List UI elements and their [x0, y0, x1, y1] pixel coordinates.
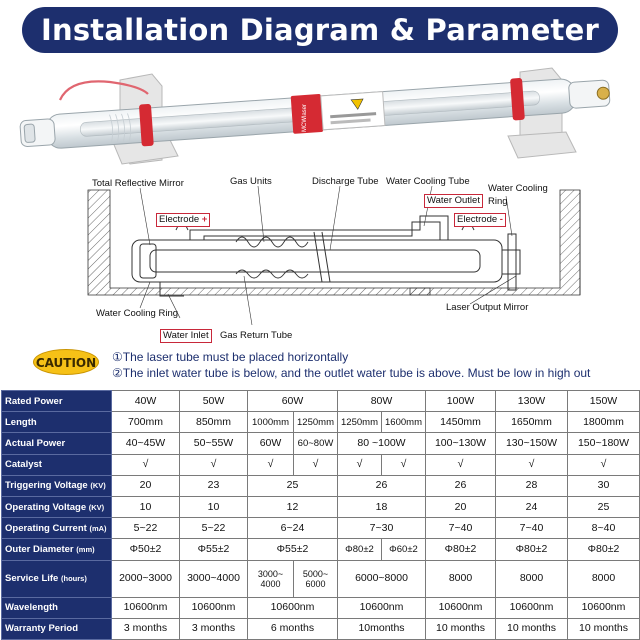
table-cell: 1650mm [496, 412, 568, 433]
row-header: Wavelength [2, 597, 112, 618]
table-cell: 60W [248, 433, 294, 454]
row-header [2, 518, 112, 539]
row-header [2, 539, 112, 560]
table-cell: 10600nm [496, 597, 568, 618]
table-cell: 1800mm [568, 412, 640, 433]
table-cell: 100~130W [426, 433, 496, 454]
table-cell: 130~150W [496, 433, 568, 454]
table-row-wavelength [2, 597, 640, 618]
table-cell: 80W [338, 391, 426, 412]
table-cell: 10 [112, 496, 180, 517]
table-cell: 28 [496, 475, 568, 496]
check-mark: √ [294, 454, 338, 475]
table-cell: Φ80±2 [568, 539, 640, 560]
label-total-reflective-mirror: Total Reflective Mirror [92, 178, 184, 189]
table-cell: 60~80W [294, 433, 338, 454]
table-cell: 100W [426, 391, 496, 412]
table-row-warranty-period [2, 618, 640, 639]
row-header: Rated Power [2, 391, 112, 412]
check-mark: √ [112, 454, 180, 475]
row-header-unit: (mA) [89, 523, 107, 533]
table-cell: 6~24 [248, 518, 338, 539]
label-electrode-minus [454, 213, 506, 227]
label-water-outlet: Water Outlet [424, 194, 483, 208]
table-row-outer-diameter [2, 539, 640, 560]
table-cell: 10 months [496, 618, 568, 639]
check-mark: √ [338, 454, 382, 475]
table-cell: 30 [568, 475, 640, 496]
laser-tube-photo [0, 60, 640, 168]
table-cell: 1250mm [338, 412, 382, 433]
table-cell: 8000 [496, 560, 568, 597]
table-cell: Φ55±2 [180, 539, 248, 560]
label-electrode-plus [156, 213, 210, 227]
table-cell: 10600nm [112, 597, 180, 618]
table-cell: 3000~4000 [180, 560, 248, 597]
row-header [2, 475, 112, 496]
table-cell: 80 ~100W [338, 433, 426, 454]
table-cell: 5~22 [112, 518, 180, 539]
table-cell: 40W [112, 391, 180, 412]
minus-sign: - [499, 214, 503, 225]
table-cell: 8000 [568, 560, 640, 597]
check-mark: √ [496, 454, 568, 475]
table-cell: 12 [248, 496, 338, 517]
label-gas-units: Gas Units [230, 176, 272, 187]
table-cell: 40~45W [112, 433, 180, 454]
row-header-unit: (mm) [76, 544, 95, 554]
table-row-catalyst [2, 454, 640, 475]
row-header-text: Operating Voltage [5, 501, 87, 513]
table-cell: 25 [568, 496, 640, 517]
label-laser-output-mirror: Laser Output Mirror [446, 302, 529, 313]
table-cell: 6000~8000 [338, 560, 426, 597]
row-header: Length [2, 412, 112, 433]
table-cell: 10600nm [248, 597, 338, 618]
table-row-operating-voltage [2, 496, 640, 517]
table-cell: 20 [112, 475, 180, 496]
row-header-text: Operating Current [5, 522, 87, 534]
row-header: Actual Power [2, 433, 112, 454]
table-cell: 130W [496, 391, 568, 412]
row-header-unit: (KV) [90, 481, 106, 491]
check-mark: √ [248, 454, 294, 475]
row-header-text: Outer Diameter [5, 543, 74, 555]
table-cell: 10600nm [426, 597, 496, 618]
table-cell: 7~40 [426, 518, 496, 539]
label-water-cooling-ring-right: Water Cooling Ring [488, 183, 548, 207]
row-header-text: Service Life [5, 573, 59, 585]
table-row-triggering-voltage [2, 475, 640, 496]
table-cell: 26 [338, 475, 426, 496]
table-row-rated-power [2, 391, 640, 412]
table-cell: 8000 [426, 560, 496, 597]
caution-note-2: ②The inlet water tube is below, and the outlet water tube is above. Must be low in high out [112, 366, 591, 380]
table-cell: 10 [180, 496, 248, 517]
row-header [2, 496, 112, 517]
table-cell: 5000~ 6000 [294, 560, 338, 597]
row-header-unit: (hours) [60, 574, 87, 584]
table-cell: 10600nm [180, 597, 248, 618]
table-row-actual-power [2, 433, 640, 454]
table-cell: 1600mm [382, 412, 426, 433]
table-cell: 850mm [180, 412, 248, 433]
table-cell: Φ50±2 [112, 539, 180, 560]
table-cell: 24 [496, 496, 568, 517]
row-header-unit: (KV) [88, 502, 105, 512]
check-mark: √ [180, 454, 248, 475]
table-cell: 50W [180, 391, 248, 412]
label-water-cooling-tube: Water Cooling Tube [386, 176, 470, 187]
installation-diagram [0, 170, 640, 345]
row-header: Warranty Period [2, 618, 112, 639]
table-cell: 10months [338, 618, 426, 639]
table-cell: Φ80±2 [338, 539, 382, 560]
table-cell: 10 months [568, 618, 640, 639]
label-water-cooling-ring-left: Water Cooling Ring [96, 308, 179, 319]
check-mark: √ [382, 454, 426, 475]
table-cell: 3 months [180, 618, 248, 639]
check-mark: √ [568, 454, 640, 475]
check-mark: √ [426, 454, 496, 475]
table-cell: 1000mm [248, 412, 294, 433]
parameter-table [1, 390, 640, 640]
table-cell: 18 [338, 496, 426, 517]
row-header: Catalyst [2, 454, 112, 475]
table-cell: 1250mm [294, 412, 338, 433]
electrode-minus-text: Electrode [457, 214, 498, 225]
table-row-service-life [2, 560, 640, 597]
table-cell: 2000~3000 [112, 560, 180, 597]
page-title: Installation Diagram & Parameter [22, 7, 618, 53]
label-gas-return-tube: Gas Return Tube [220, 330, 293, 341]
table-cell: Φ80±2 [496, 539, 568, 560]
label-water-inlet: Water Inlet [160, 329, 212, 343]
label-discharge-tube: Discharge Tube [312, 176, 379, 187]
table-cell: 3000~ 4000 [248, 560, 294, 597]
table-cell: Φ60±2 [382, 539, 426, 560]
table-cell: 10600nm [338, 597, 426, 618]
row-header-text: Triggering Voltage [5, 480, 88, 492]
table-cell: 8~40 [568, 518, 640, 539]
table-cell: 1450mm [426, 412, 496, 433]
table-cell: 60W [248, 391, 338, 412]
table-cell: 20 [426, 496, 496, 517]
caution-note-1: ①The laser tube must be placed horizontally [112, 350, 349, 364]
table-cell: 6 months [248, 618, 338, 639]
table-cell: 23 [180, 475, 248, 496]
table-cell: 150~180W [568, 433, 640, 454]
table-row-operating-current [2, 518, 640, 539]
table-cell: 5~22 [180, 518, 248, 539]
plus-sign: + [201, 214, 208, 225]
table-cell: 700mm [112, 412, 180, 433]
table-cell: 3 months [112, 618, 180, 639]
table-cell: 26 [426, 475, 496, 496]
tube-brand: MCWlaser [302, 104, 308, 132]
table-cell: 50~55W [180, 433, 248, 454]
table-cell: 7~40 [496, 518, 568, 539]
row-header [2, 560, 112, 597]
electrode-plus-text: Electrode [159, 214, 200, 225]
caution-badge: CAUTION [33, 349, 99, 375]
table-cell: 25 [248, 475, 338, 496]
table-cell: 10600nm [568, 597, 640, 618]
table-cell: Φ80±2 [426, 539, 496, 560]
table-cell: 7~30 [338, 518, 426, 539]
table-row-length [2, 412, 640, 433]
table-cell: 10 months [426, 618, 496, 639]
table-cell: Φ55±2 [248, 539, 338, 560]
table-cell: 150W [568, 391, 640, 412]
